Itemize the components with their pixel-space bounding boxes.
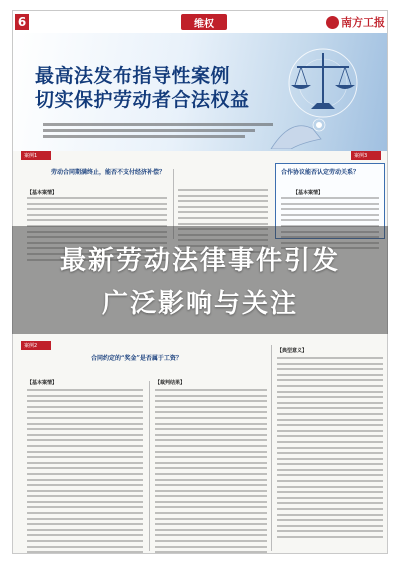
section-tag: 维权 (181, 14, 227, 30)
label-basic-lower: 【基本案情】 (27, 380, 58, 386)
case1-title: 劳动合同期满终止，能否不支付经济补偿？ (51, 169, 166, 176)
case3-meaning-body (277, 357, 383, 538)
brand-name: 南方工报 (341, 16, 385, 29)
label-meaning: 【典型意义】 (277, 348, 308, 354)
overlay-line-1: 最新劳动法律事件引发 (59, 246, 340, 276)
case2-body (27, 389, 143, 553)
scales-of-justice-icon (251, 37, 381, 149)
page-number: 6 (15, 14, 29, 30)
headline-line-2: 切实保护劳动者合法权益 (35, 89, 250, 111)
headline-banner (13, 33, 388, 151)
case2-title: 合同约定的“奖金”是否属于工资？ (91, 355, 182, 362)
case-tag-lower: 案例2 (21, 341, 51, 350)
lead-paragraph (43, 123, 273, 145)
case3-title: 合作协议能否认定劳动关系？ (281, 169, 360, 176)
case2-ruling-body (155, 389, 267, 553)
case-tag-left: 案例1 (21, 151, 51, 160)
column-rule-right (271, 345, 272, 551)
case-tag-right: 案例3 (351, 151, 381, 160)
overlay-line-2: 广泛影响与关注 (101, 289, 298, 319)
label-basic-right: 【基本案情】 (293, 190, 324, 196)
label-basic: 【基本案情】 (27, 190, 58, 196)
brand (326, 14, 385, 30)
caption-overlay (12, 226, 388, 334)
label-ruling: 【裁判结果】 (155, 380, 186, 386)
page-header (13, 11, 388, 33)
newspaper-logo-icon (326, 16, 339, 29)
column-rule-lower (149, 381, 150, 551)
headline-line-1: 最高法发布指导性案例 (35, 65, 231, 87)
